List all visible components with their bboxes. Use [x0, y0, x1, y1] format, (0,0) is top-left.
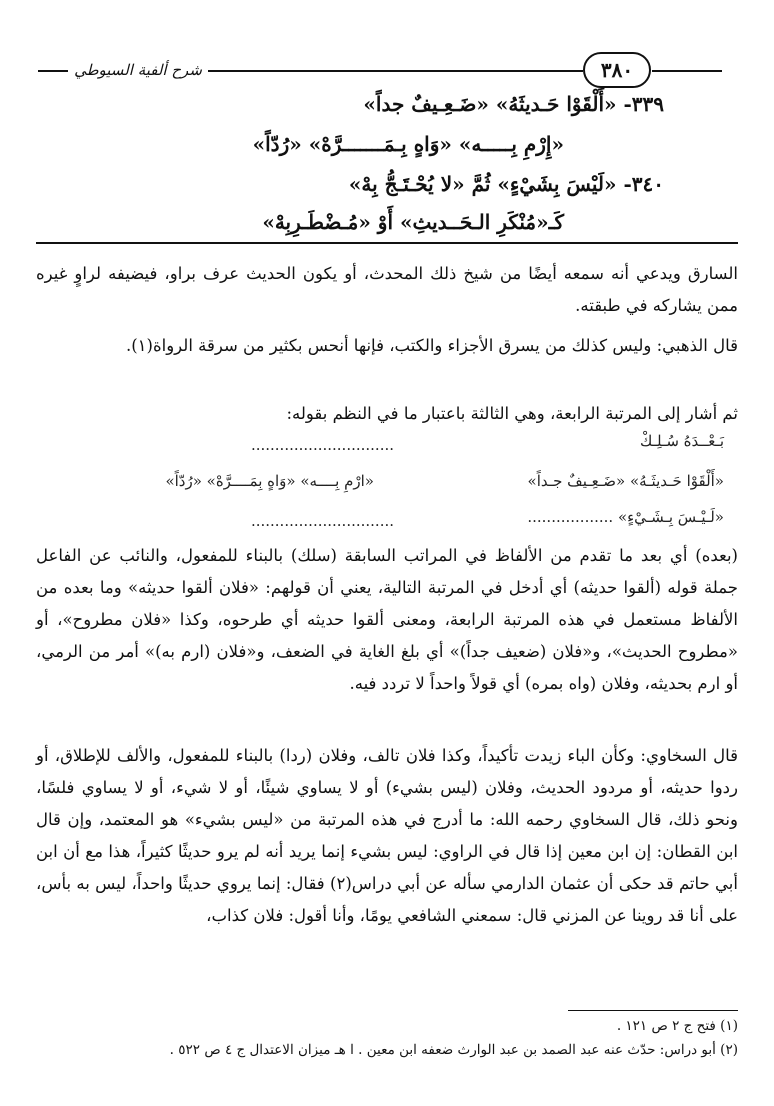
header-rule-middle — [208, 70, 583, 72]
inline-verse-2-right: «أَلْقَوْا حَـديثَـهُ» «ضَـعِـيفٌ جـداً» — [527, 472, 724, 490]
footnote-2: (٢) أبو دراس: حدّث عنه عبد الصمد بن عبد الوارث ضعفه ابن معين . ا هـ ميزان الاعتدال ج ٤ ص ٥٢٢ . — [169, 1042, 738, 1058]
running-title: شرح ألفية السيوطي — [74, 61, 202, 79]
page-number: ٣٨٠ — [583, 52, 651, 88]
footnote-1: (١) فتح ج ٢ ص ١٢١ . — [616, 1018, 738, 1034]
verse-339-second-hemistich: «إِرْمِ بِـــــه» «وَاهٍ بِـمَـــــــرَّهْ» «رُدّاً» — [252, 132, 564, 156]
paragraph-sariq: السارق ويدعي أنه سمعه أيضًا من شيخ ذلك المحدث، أو يكون الحديث عرف براو، فيضيفه لراوٍ غيره ممن يشاركه في طبقته. — [36, 264, 738, 315]
paragraph-baadahu: (بعده) أي بعد ما تقدم من الألفاظ في المراتب السابقة (سلك) بالبناء للمفعول، والنائب عن الفاعل جملة قوله (ألقوا حديثه) أي أدخل في المرتبة التالية، يعني أن قولهم: «فلان ألقوا حديثه» وما بعده من الألفاظ مستعمل في هذه المرتبة الرابعة، ومعنى ألقوا حديثه أي طرحوه، وكذا «فلان مطروح»، أو «مطروح الحديث»، و«فلان (ضعيف جداً)» أي بلغ الغاية في الضعف، و«فلان (ارم به)» أمر من الرمي، أو ارم بحديثه، وفلان (واه بمره) أي قولاً واحداً لا تردد فيه. — [36, 546, 738, 693]
footnote-separator — [568, 1010, 738, 1011]
inline-verse-3-right: «لَـيْـسَ بِـشَـيْءٍ» .................. — [527, 508, 724, 526]
paragraph-dhahabi: قال الذهبي: وليس كذلك من يسرق الأجزاء والكتب، فإنها أنحس بكثير من سرقة الرواة(١). — [125, 336, 738, 355]
header-rule-right — [652, 70, 722, 72]
verses-separator — [36, 242, 738, 244]
inline-verse-1-left: .............................. — [250, 436, 394, 454]
inline-verse-2-left: «ارْمِ بِــــه» «وَاهٍ بِمَــــرَّهْ» «رُدّاً» — [165, 472, 374, 490]
verse-339-first-hemistich: ٣٣٩- «أَلْقَوْا حَـديثَهُ» «ضَـعِـيفٌ جداً» — [363, 92, 664, 116]
verse-340-second-hemistich: كَـ«مُنْكَرِ الـحَــديثِ» أَوْ «مُـضْطَـرِبِهْ» — [262, 210, 564, 234]
inline-verse-1-right: بَـعْــدَهُ سُـلِـكْ — [639, 432, 724, 450]
paragraph-sakhawi: قال السخاوي: وكأن الباء زيدت تأكيداً، وكذا فلان تالف، وفلان (ردا) بالبناء للمفعول، والألف للإطلاق، أو ردوا حديثه، أو مردود الحديث، وفلان (ليس بشيء) أو لا يساوي شيئًا، أو لا شيء، أو لا يساوي فلسًا، ونحو ذلك، قال السخاوي رحمه الله: ما أدرج في هذه المرتبة من «ليس بشيء» هو المعتمد، وإن قال ابن القطان: إن ابن معين إذا قال في الراوي: ليس بشيء إنما يريد أنه لم يرو حديثًا كثيراً، هذا مع أن ابن أبي حاتم قد حكى أن عثمان الدارمي سأله عن أبي دراس(٢) فقال: إنما يروي حديثًا واحداً، ليس به بأس، على أنا قد روينا عن المزني قال: سمعني الشافعي يومًا، وأنا أقول: فلان كذاب، — [36, 746, 738, 925]
header-rule-left — [38, 70, 68, 72]
paragraph-fourth-rank: ثم أشار إلى المرتبة الرابعة، وهي الثالثة باعتبار ما في النظم بقوله: — [286, 404, 738, 423]
verse-340-first-hemistich: ٣٤٠- «لَيْسَ بِشَيْءٍ» ثُمَّ «لا يُحْـتَـجُّ بِهْ» — [348, 172, 664, 196]
inline-verse-3-left: .............................. — [250, 512, 394, 530]
